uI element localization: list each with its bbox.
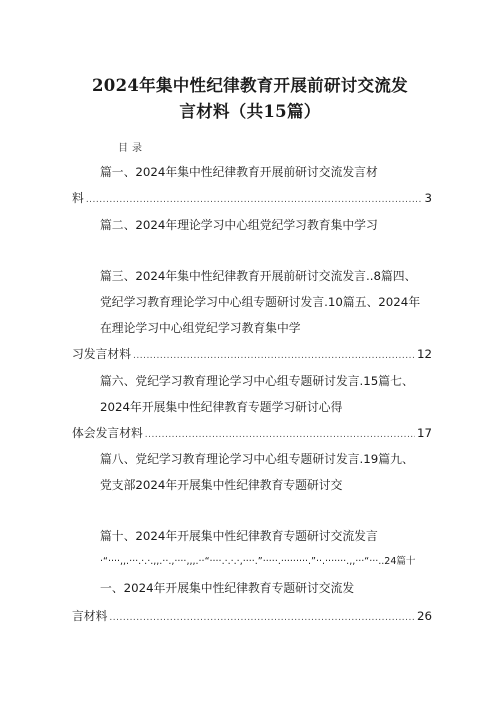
toc-entry-dotted[interactable] (72, 346, 432, 364)
toc-page-number: 26 (416, 609, 432, 623)
document-title-line-2: 言材料（共15篇） (179, 102, 321, 121)
toc-line: 2024年开展集中性纪律教育专题学习研讨心得 (100, 400, 343, 414)
toc-line: 党纪学习教育理论学习中心组专题研讨发言.10篇五、2024年 (100, 295, 421, 309)
toc-label: 目录 (118, 143, 146, 154)
toc-entry-text: 习发言材料 (72, 347, 131, 361)
toc-entry-text: 体会发言材料 (72, 426, 143, 440)
toc-entry-text: 料 (72, 191, 84, 205)
document-title-line-1: 2024年集中性纪律教育开展前研讨交流发 (92, 76, 408, 95)
toc-page-number: 3 (424, 191, 432, 205)
toc-line: 篇三、2024年集中性纪律教育开展前研讨交流发言..8篇四、 (100, 269, 417, 283)
toc-page-number: 12 (416, 347, 432, 361)
toc-entry-dotted[interactable] (72, 425, 432, 443)
toc-line: 一、2024年开展集中性纪律教育专题研讨交流发 (100, 581, 355, 595)
toc-line: 篇一、2024年集中性纪律教育开展前研讨交流发言材 (100, 165, 378, 179)
toc-line: 篇十、2024年开展集中性纪律教育专题研讨交流发言 (100, 529, 378, 543)
toc-entry-dotted[interactable] (72, 190, 432, 208)
toc-page-number: 17 (416, 426, 432, 440)
toc-entry-dotted[interactable] (72, 608, 432, 626)
toc-line: 党支部2024年开展集中性纪律教育专题研讨交 (100, 478, 343, 492)
toc-line: 篇二、2024年理论学习中心组党纪学习教育集中学习 (100, 218, 378, 232)
toc-line: ·“····,,.···.·.·.,,.··.,····,,,.··“····.·.·.·,····.”·····.·········.”··.·······.,,···“···..24篇十 (100, 556, 416, 567)
toc-line: 篇六、党纪学习教育理论学习中心组专题研讨发言.15篇七、 (100, 374, 414, 388)
toc-line: 篇八、党纪学习教育理论学习中心组专题研讨发言.19篇九、 (100, 452, 414, 466)
dot-leader (109, 610, 415, 626)
toc-line: 在理论学习中心组党纪学习教育集中学 (100, 321, 301, 335)
dot-leader (86, 192, 423, 208)
toc-entry-text: 言材料 (72, 609, 108, 623)
dot-leader (145, 427, 415, 443)
dot-leader (133, 348, 415, 364)
